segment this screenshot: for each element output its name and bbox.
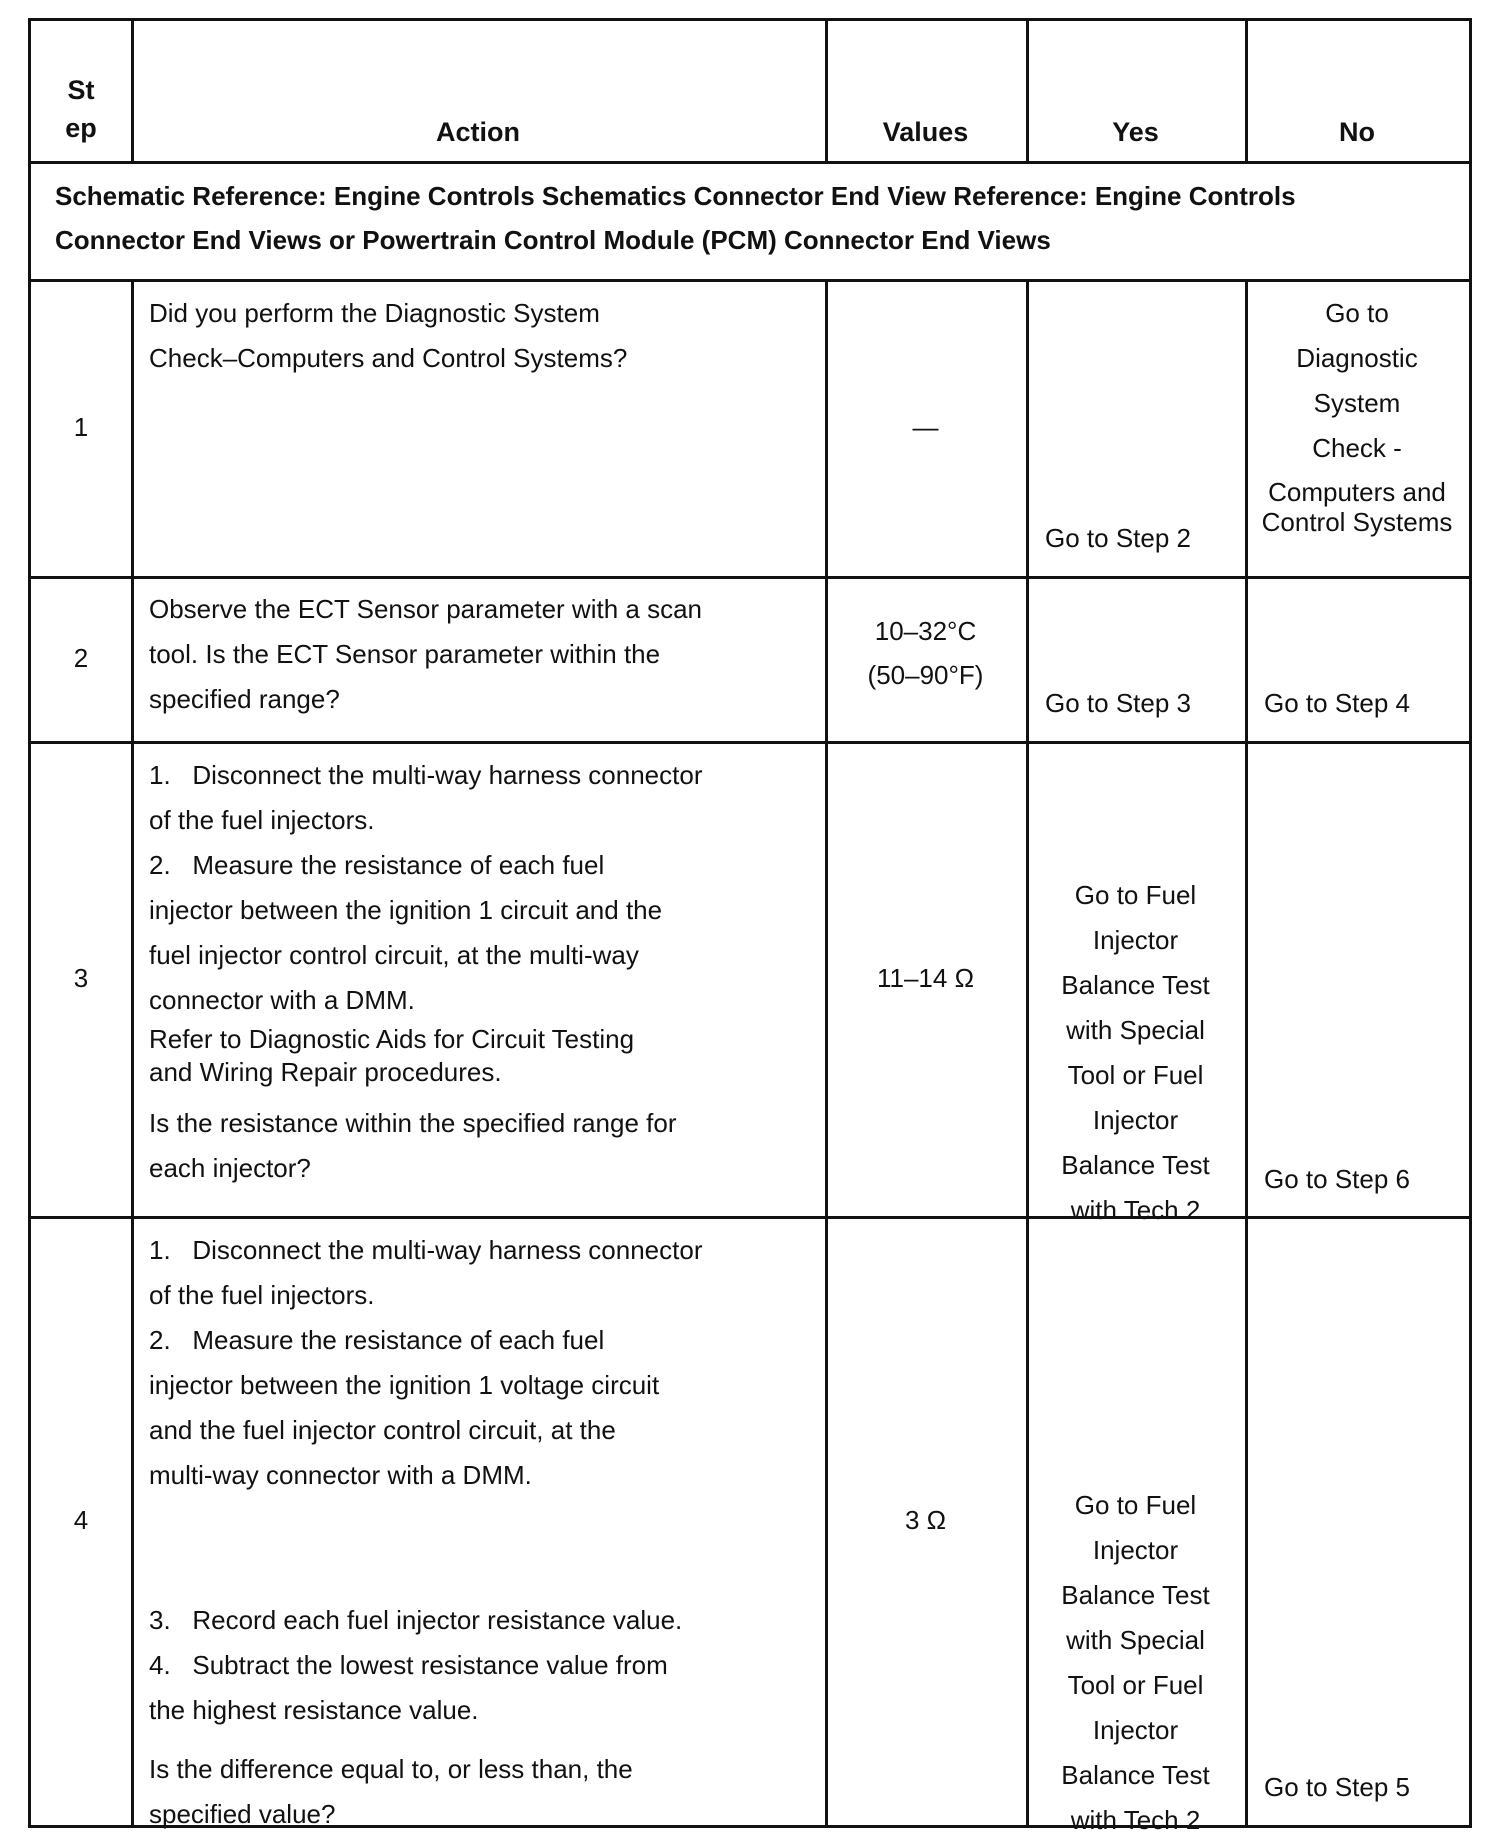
no-line: Control Systems: [1261, 507, 1453, 537]
action-text: [149, 587, 819, 722]
header-step-line: ep: [65, 113, 97, 143]
yes-line: with Tech 2: [1070, 1195, 1201, 1225]
value-text: 3 Ω: [904, 1505, 947, 1535]
action-line: connector with a DMM.: [149, 985, 415, 1015]
value-line: 10–32°C: [874, 616, 977, 646]
action-line: specified range?: [149, 684, 340, 714]
yes-line: Tool or Fuel: [1067, 1670, 1204, 1700]
rule: [31, 161, 1469, 164]
action-line: and the fuel injector control circuit, at the: [149, 1415, 616, 1445]
yes-line: with Special: [1066, 1625, 1205, 1655]
header-step-line: St: [67, 75, 95, 105]
question-line: specified value?: [149, 1799, 336, 1829]
action-line: injector between the ignition 1 circuit and the: [149, 895, 663, 925]
header-step: [31, 71, 131, 147]
rule: [31, 279, 1469, 282]
action-line: the highest resistance value.: [149, 1695, 479, 1725]
question-line: each injector?: [149, 1153, 311, 1183]
yes-line: Balance Test: [1061, 970, 1210, 1000]
action-text: [149, 1228, 819, 1498]
action-line: Did you perform the Diagnostic System: [149, 298, 600, 328]
action-line: fuel injector control circuit, at the multi-way: [149, 940, 639, 970]
step-number: 1: [73, 412, 89, 442]
no-line: System: [1313, 388, 1401, 418]
no-link[interactable]: [1245, 291, 1469, 537]
action-line: multi-way connector with a DMM.: [149, 1460, 532, 1490]
value-text: [825, 609, 1026, 697]
yes-line: Tool or Fuel: [1067, 1060, 1204, 1090]
value-line: (50–90°F): [867, 660, 984, 690]
header-values: Values: [882, 117, 969, 147]
action-text-continued: [149, 1598, 819, 1837]
note-line: and Wiring Repair procedures.: [149, 1057, 502, 1087]
no-line: Diagnostic: [1296, 343, 1418, 373]
yes-line: Injector: [1092, 1105, 1179, 1135]
yes-link[interactable]: Go to Step 3: [1045, 688, 1191, 718]
no-link[interactable]: Go to Step 6: [1264, 1164, 1410, 1194]
reference-line: Connector End Views or Powertrain Control Module (PCM) Connector End Views: [55, 225, 1051, 255]
action-line: 1. Disconnect the multi-way harness connector: [149, 1235, 703, 1265]
reference-line: Schematic Reference: Engine Controls Schematics Connector End View Reference: Engine Controls: [55, 181, 1296, 211]
no-link[interactable]: Go to Step 5: [1264, 1772, 1410, 1802]
yes-line: Injector: [1092, 1715, 1179, 1745]
rule: [31, 741, 1469, 744]
note-line: Refer to Diagnostic Aids for Circuit Testing: [149, 1024, 635, 1054]
step-number: 3: [73, 963, 89, 993]
value-text: —: [912, 412, 939, 442]
action-line: of the fuel injectors.: [149, 1280, 375, 1310]
header-action: Action: [436, 117, 520, 147]
action-line: Check–Computers and Control Systems?: [149, 343, 628, 373]
action-line: Observe the ECT Sensor parameter with a scan: [149, 594, 702, 624]
no-link[interactable]: Go to Step 4: [1264, 688, 1410, 718]
header-yes: Yes: [1112, 117, 1159, 147]
action-line: 2. Measure the resistance of each fuel: [149, 1325, 605, 1355]
yes-line: Balance Test: [1061, 1580, 1210, 1610]
yes-line: Go to Fuel: [1074, 880, 1197, 910]
yes-line: Injector: [1092, 1535, 1179, 1565]
yes-line: Go to Fuel: [1074, 1490, 1197, 1520]
yes-line: Injector: [1092, 925, 1179, 955]
question-line: Is the resistance within the specified range for: [149, 1108, 677, 1138]
no-line: Go to: [1325, 298, 1389, 328]
step-number: 2: [73, 643, 89, 673]
action-line: injector between the ignition 1 voltage circuit: [149, 1370, 660, 1400]
yes-link[interactable]: Go to Step 2: [1045, 523, 1191, 553]
no-line: Computers and: [1268, 477, 1446, 507]
schematic-reference: [55, 174, 1455, 262]
action-line: 4. Subtract the lowest resistance value from: [149, 1650, 668, 1680]
step-number: 4: [73, 1505, 89, 1535]
action-line: of the fuel injectors.: [149, 805, 375, 835]
value-text: 11–14 Ω: [876, 963, 975, 993]
action-line: 1. Disconnect the multi-way harness connector: [149, 760, 703, 790]
action-text: [149, 291, 819, 381]
yes-line: Balance Test: [1061, 1760, 1210, 1790]
rule: [31, 576, 1469, 579]
diagnostic-table: [28, 18, 1472, 1835]
action-text: [149, 753, 819, 1191]
yes-line: Balance Test: [1061, 1150, 1210, 1180]
rule: [31, 1216, 1469, 1219]
rule: [131, 279, 134, 1825]
action-line: 3. Record each fuel injector resistance value.: [149, 1605, 683, 1635]
question-line: Is the difference equal to, or less than, the: [149, 1754, 633, 1784]
no-line: Check -: [1312, 433, 1402, 463]
header-no: No: [1339, 117, 1375, 147]
yes-line: with Tech 2: [1070, 1805, 1201, 1835]
yes-link[interactable]: [1026, 1483, 1245, 1843]
action-line: 2. Measure the resistance of each fuel: [149, 850, 605, 880]
action-line: tool. Is the ECT Sensor parameter within the: [149, 639, 661, 669]
yes-link[interactable]: [1026, 873, 1245, 1233]
yes-line: with Special: [1066, 1015, 1205, 1045]
